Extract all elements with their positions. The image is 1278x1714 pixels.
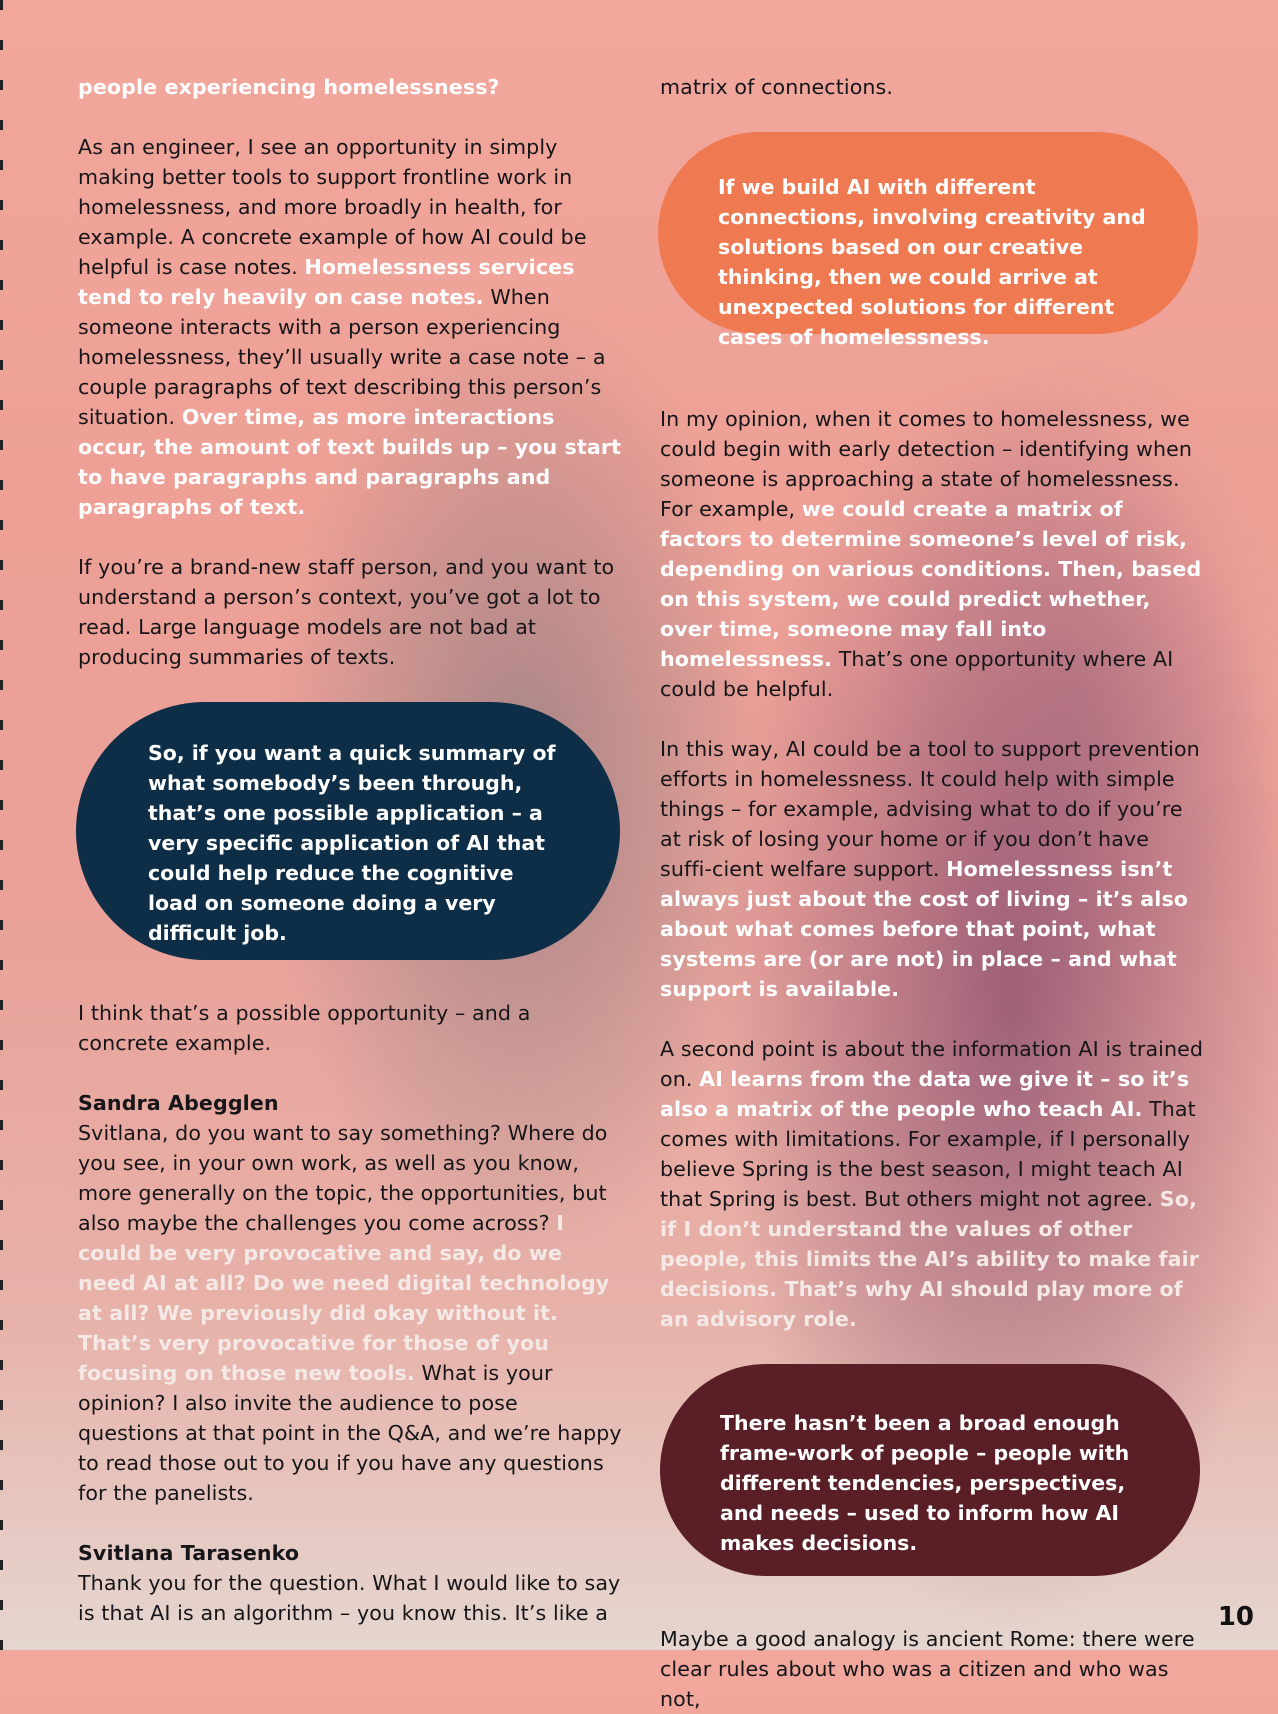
speaker-name: Sandra Abegglen: [78, 1091, 279, 1115]
pull-quote-text: So, if you want a quick summary of what somebody’s been through, that’s one possible application – a very specific application of AI that could help reduce the cognitive load on someone doing a very difficult job.: [148, 741, 556, 945]
paragraph-opportunity: I think that’s a possible opportunity – and a concrete example.: [78, 1001, 531, 1055]
highlight-text: people experiencing homelessness?: [78, 75, 500, 99]
pull-quote-summary: [76, 702, 620, 960]
page-number: 10: [1217, 1602, 1254, 1632]
right-column: [660, 72, 1205, 1714]
page-edge-marks: [0, 0, 3, 1650]
pull-quote-text: There hasn’t been a broad enough frame-work of people – people with different tendencies, perspectives, and needs – used to inform how AI makes decisions.: [720, 1411, 1130, 1555]
body-text: As an engineer, I see an opportunity in simply making better tools to support frontline work in homelessness, and more broadly in health, for example. A concrete example of how AI could be helpful is case notes.: [78, 135, 587, 279]
paragraph-early-detection: [660, 404, 1205, 704]
paragraph-svitlana: [78, 1538, 623, 1628]
pull-quote-creativity: [658, 132, 1198, 349]
body-text: In this way, AI could be a tool to support prevention efforts in homelessness. It could help with simple things – for example, advising what to do if you’re at risk of losing your home or if you don’t have suffi-cient welfare support.: [660, 737, 1200, 881]
body-text: That’s one opportunity where AI could be helpful.: [660, 647, 1174, 701]
highlight-text: Homelessness services tend to rely heavily on case notes.: [78, 255, 575, 309]
left-column: [78, 72, 623, 1628]
body-text: What is your opinion? I also invite the audience to pose questions at that point in the Q&A, and we’re happy to read those out to you if you have any questions for the panelists.: [78, 1361, 622, 1505]
highlight-text: Over time, as more interactions occur, the amount of text builds up – you start to have paragraphs and paragraphs and paragraphs of text.: [78, 405, 622, 519]
paragraph-case-notes: [78, 132, 623, 522]
highlight-text: So, if I don’t understand the values of other people, this limits the AI’s ability to make fair decisions. That’s why AI should play more of an advisory role.: [660, 1187, 1200, 1331]
pull-quote-text: If we build AI with different connections, involving creativity and solutions based on our creative thinking, then we could arrive at unexpected solutions for different cases of homelessness.: [718, 175, 1146, 349]
pull-quote-framework: [660, 1364, 1200, 1576]
body-text: A second point is about the information AI is trained on.: [660, 1037, 1204, 1091]
body-text: Svitlana, do you want to say something? Where do you see, in your own work, as well as you know, more generally on the topic, the opportunities, but also maybe the challenges you come across?: [78, 1121, 608, 1235]
body-text: That comes with limitations. For example, if I personally believe Spring is the best season, I might teach AI that Spring is best. But others might not agree.: [660, 1097, 1196, 1211]
body-text: Thank you for the question. What I would like to say is that AI is an algorithm – you know this. It’s like a: [78, 1571, 621, 1625]
paragraph-matrix: matrix of connections.: [660, 75, 894, 99]
body-text: In my opinion, when it comes to homelessness, we could begin with early detection – identifying when someone is approaching a state of homelessness. For example,: [660, 407, 1193, 521]
speaker-name: Svitlana Tarasenko: [78, 1541, 300, 1565]
highlight-text: AI learns from the data we give it – so it’s also a matrix of the people who teach AI.: [660, 1067, 1190, 1121]
paragraph-question-end: [78, 72, 623, 102]
highlight-text: we could create a matrix of factors to determine someone’s level of risk, depending on various conditions. Then, based on this system, we could predict whether, over time, someone may fall into homelessness.: [660, 497, 1202, 671]
paragraph-prevention: [660, 734, 1205, 1004]
body-text: When someone interacts with a person experiencing homelessness, they’ll usually write a case note – a couple paragraphs of text describing this person’s situation.: [78, 285, 606, 429]
highlight-text: I could be very provocative and say, do we need AI at all? Do we need digital technology at all? We previously did okay without it. That’s very provocative for those of you focusing on those new tools.: [78, 1211, 610, 1385]
paragraph-training-data: [660, 1034, 1205, 1334]
highlight-text: Homelessness isn’t always just about the cost of living – it’s also about what comes before that point, what systems are (or are not) in place – and what support is available.: [660, 857, 1189, 1001]
paragraph-new-staff: If you’re a brand-new staff person, and you want to understand a person’s context, you’ve got a lot to read. Large language models are not bad at producing summaries of texts.: [78, 555, 615, 669]
paragraph-sandra: [78, 1088, 623, 1508]
paragraph-ancient-rome: Maybe a good analogy is ancient Rome: there were clear rules about who was a citizen and who was not,: [660, 1627, 1195, 1711]
